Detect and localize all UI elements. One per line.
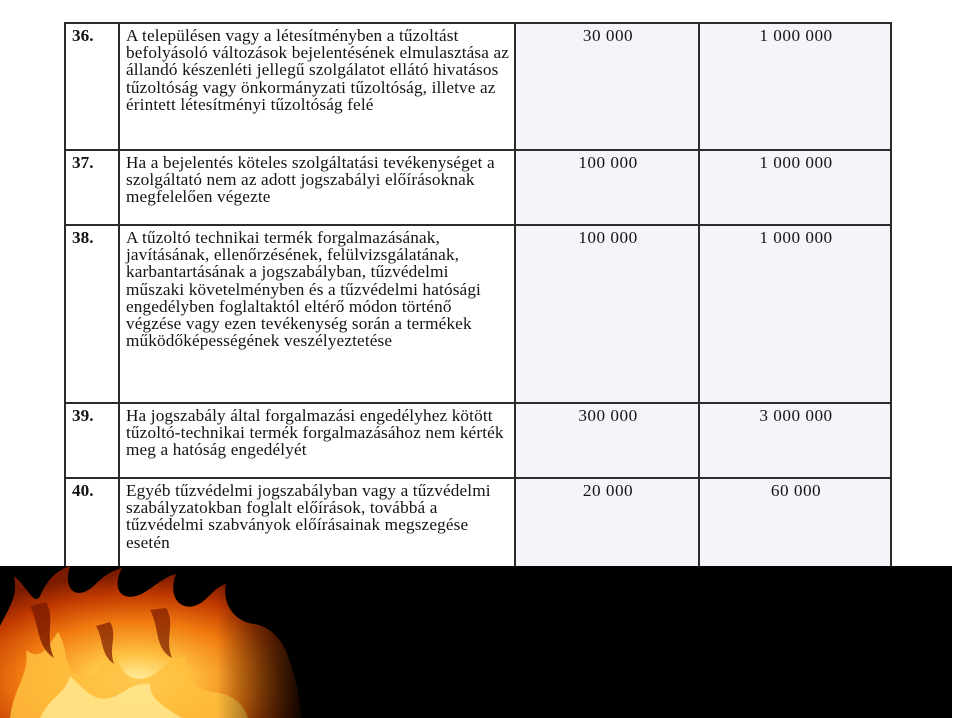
row-description: A településen vagy a létesítményben a tűzoltást befolyásoló változások bejelentésének elmulasztása az állandó készenléti jellegű szolgálatot ellátó hivatásos tűzoltóság vagy önkormányzati tűzoltóság, illetve az érintett létesítményi tűzoltóság felé [119, 23, 515, 150]
table-row [65, 23, 891, 150]
row-description: A tűzoltó technikai termék forgalmazásának, javításának, ellenőrzésének, felülvizsgálatának, karbantartásának a jogszabályban, tűzvédelmi műszaki követelményben és a tűzvédelmi hatósági engedélyben foglaltaktól eltérő módon történő végzése vagy ezen tevékenység során a termékek működőképességének veszélyeztetése [119, 225, 515, 403]
row-min-fine: 20 000 [515, 478, 699, 570]
row-min-fine: 100 000 [515, 225, 699, 403]
row-max-fine: 1 000 000 [699, 225, 891, 403]
fines-table [64, 22, 892, 571]
row-max-fine: 60 000 [699, 478, 891, 570]
row-max-fine: 1 000 000 [699, 23, 891, 150]
row-min-fine: 30 000 [515, 23, 699, 150]
row-description: Egyéb tűzvédelmi jogszabályban vagy a tűzvédelmi szabályzatokban foglalt előírások, továbbá a tűzvédelmi szabványok előírásainak megszegése esetén [119, 478, 515, 570]
row-number: 38. [65, 225, 119, 403]
row-description: Ha jogszabály által forgalmazási engedélyhez kötött tűzoltó-technikai termék forgalmazásához nem kérték meg a hatóság engedélyét [119, 403, 515, 478]
table-row [65, 403, 891, 478]
row-number: 40. [65, 478, 119, 570]
table-row [65, 150, 891, 225]
row-number: 36. [65, 23, 119, 150]
table-row [65, 225, 891, 403]
right-margin [952, 566, 960, 718]
row-max-fine: 1 000 000 [699, 150, 891, 225]
row-max-fine: 3 000 000 [699, 403, 891, 478]
table-row [65, 478, 891, 570]
fire-banner [0, 566, 960, 718]
row-min-fine: 300 000 [515, 403, 699, 478]
row-number: 37. [65, 150, 119, 225]
row-min-fine: 100 000 [515, 150, 699, 225]
flame-image [0, 566, 960, 718]
row-number: 39. [65, 403, 119, 478]
row-description: Ha a bejelentés köteles szolgáltatási tevékenységet a szolgáltató nem az adott jogszabályi előírásoknak megfelelően végezte [119, 150, 515, 225]
